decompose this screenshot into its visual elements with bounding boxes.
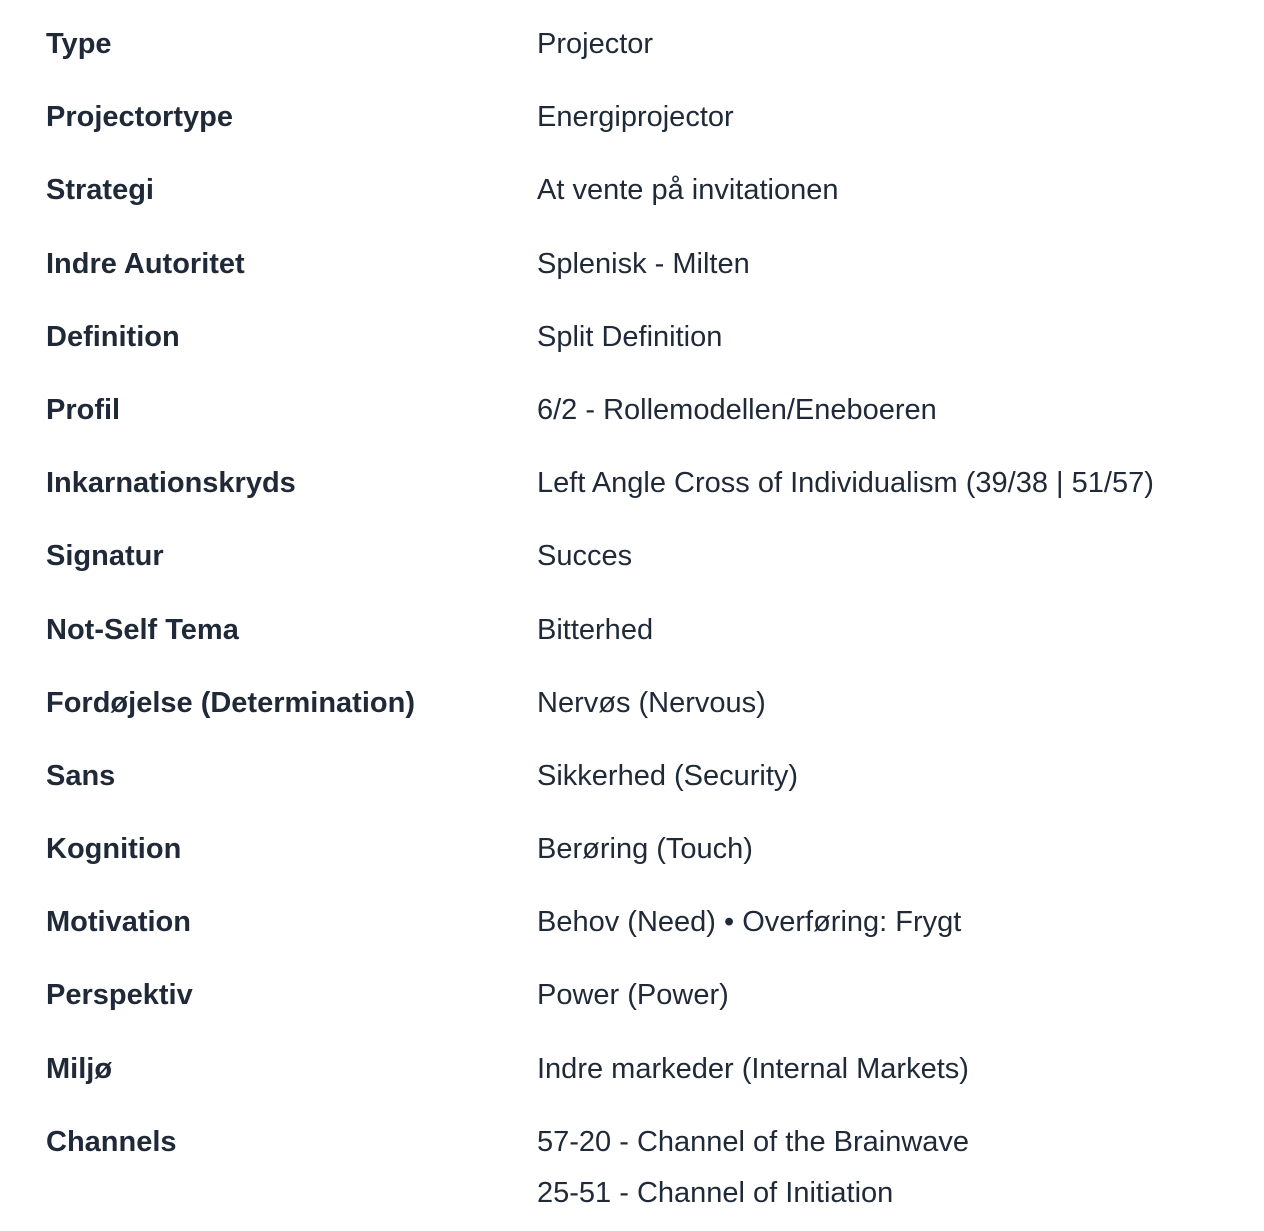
property-row-indre-autoritet [46, 242, 1256, 315]
property-label: Not-Self Tema [46, 613, 239, 646]
property-label: Kognition [46, 833, 182, 866]
property-row-profil [46, 388, 1256, 461]
property-label: Motivation [46, 906, 191, 939]
property-value: Bitterhed [537, 613, 654, 646]
property-label: Sans [46, 759, 116, 792]
property-value: Splenisk - Milten [537, 247, 750, 280]
property-value: Sikkerhed (Security) [537, 759, 799, 792]
property-row-channels [46, 1120, 1256, 1222]
property-row-fordojelse [46, 681, 1256, 754]
properties-table [46, 22, 1256, 1222]
property-value: Energiprojector [537, 101, 734, 134]
property-row-strategi [46, 168, 1256, 241]
property-label: Fordøjelse (Determination) [46, 686, 415, 719]
property-value: Behov (Need) • Overføring: Frygt [537, 906, 962, 939]
property-value: Indre markeder (Internal Markets) [537, 1052, 969, 1085]
property-value: Left Angle Cross of Individualism (39/38 | 51/57) [537, 467, 1154, 500]
property-row-not-self-tema [46, 608, 1256, 681]
property-value: Berøring (Touch) [537, 833, 753, 866]
property-row-miljo [46, 1047, 1256, 1120]
property-label: Definition [46, 320, 180, 353]
channel-item: 57-20 - Channel of the Brainwave [537, 1125, 970, 1158]
property-label: Channels [46, 1125, 177, 1158]
property-value: 6/2 - Rollemodellen/Eneboeren [537, 393, 937, 426]
property-row-projectortype [46, 95, 1256, 168]
property-label: Profil [46, 393, 121, 426]
channels-list [537, 1120, 1256, 1222]
property-label: Type [46, 28, 112, 60]
property-label: Indre Autoritet [46, 247, 245, 280]
property-row-sans [46, 754, 1256, 827]
property-row-perspektiv [46, 973, 1256, 1046]
property-row-signatur [46, 534, 1256, 607]
property-value: At vente på invitationen [537, 174, 839, 207]
property-value: Projector [537, 28, 654, 60]
property-label: Strategi [46, 174, 154, 207]
property-label: Perspektiv [46, 979, 193, 1012]
property-row-kognition [46, 827, 1256, 900]
property-row-motivation [46, 900, 1256, 973]
property-value: Split Definition [537, 320, 723, 353]
property-row-type [46, 22, 1256, 95]
property-label: Inkarnationskryds [46, 467, 296, 500]
property-value: Power (Power) [537, 979, 729, 1012]
property-label: Signatur [46, 540, 164, 573]
property-value: Succes [537, 540, 633, 573]
property-label: Miljø [46, 1052, 113, 1085]
property-value: Nervøs (Nervous) [537, 686, 766, 719]
property-row-inkarnationskryds [46, 461, 1256, 534]
property-row-definition [46, 315, 1256, 388]
channel-item: 25-51 - Channel of Initiation [537, 1176, 894, 1209]
property-label: Projectortype [46, 101, 233, 134]
